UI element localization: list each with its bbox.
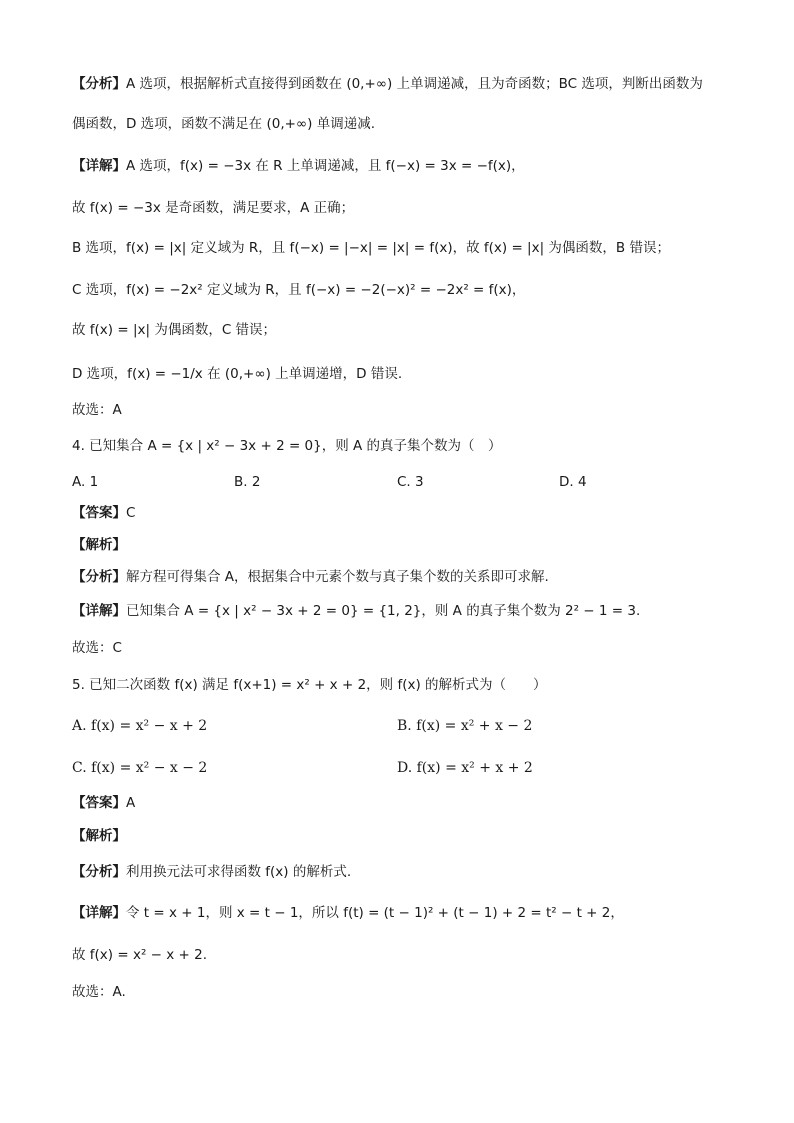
q5-option-a: A. f(x) = x² − x + 2 <box>72 718 208 734</box>
detail-line <box>72 601 640 621</box>
section-tag: 【详解】 <box>72 603 126 619</box>
q4-option-b: B. 2 <box>234 474 261 490</box>
section-tag: 【分析】 <box>72 76 126 92</box>
section-tag: 【答案】 <box>72 505 126 521</box>
line-text: D 选项，f(x) = −1/x 在 (0,+∞) 上单调递增，D 错误. <box>72 366 403 382</box>
q4-option-d: D. 4 <box>559 474 587 490</box>
text-line <box>72 945 207 965</box>
question-4 <box>72 436 502 456</box>
text-line <box>72 280 525 300</box>
text-line <box>72 198 354 218</box>
detail-line <box>72 903 624 923</box>
text-line <box>72 320 276 340</box>
answer-line <box>72 793 135 813</box>
line-text: 解方程可得集合 A，根据集合中元素个数与真子集个数的关系即可求解. <box>126 569 549 585</box>
detail-line <box>72 156 525 176</box>
answer-line <box>72 503 135 523</box>
text-line <box>72 982 126 1002</box>
text-line <box>72 238 670 258</box>
q5-option-b: B. f(x) = x² + x − 2 <box>397 718 533 734</box>
line-text: A 选项，f(x) = −3x 在 R 上单调递减，且 f(−x) = 3x = −f(x)， <box>126 158 525 174</box>
q4-option-a: A. 1 <box>72 474 99 490</box>
line-text: 偶函数，D 选项，函数不满足在 (0,+∞) 单调递减. <box>72 116 376 132</box>
text-line <box>72 114 375 134</box>
line-text: 故选：A. <box>72 984 126 1000</box>
line-text: 故 f(x) = |x| 为偶函数，C 错误； <box>72 322 277 338</box>
analysis-line <box>72 74 703 94</box>
section-tag: 【分析】 <box>72 864 126 880</box>
section-tag: 【分析】 <box>72 569 126 585</box>
explain-line <box>72 535 126 555</box>
text-line <box>72 364 402 384</box>
question-5 <box>72 675 547 695</box>
line-text: 利用换元法可求得函数 f(x) 的解析式. <box>126 864 352 880</box>
section-tag: 【详解】 <box>72 158 126 174</box>
q5-option-d: D. f(x) = x² + x + 2 <box>397 760 533 776</box>
line-text: A 选项，根据解析式直接得到函数在 (0,+∞) 上单调递减，且为奇函数；BC 选项，判断出函数为 <box>126 76 703 92</box>
section-tag: 【解析】 <box>72 537 126 553</box>
line-text: 5. 已知二次函数 f(x) 满足 f(x+1) = x² + x + 2，则 f(x) 的解析式为（ ） <box>72 677 547 693</box>
analysis-line <box>72 567 549 587</box>
line-text: 故 f(x) = x² − x + 2. <box>72 947 208 963</box>
line-text: 故选：A <box>72 402 122 418</box>
line-text: 故 f(x) = −3x 是奇函数，满足要求，A 正确； <box>72 200 355 216</box>
text-line <box>72 400 122 420</box>
explain-line <box>72 826 126 846</box>
line-text: 4. 已知集合 A = {x | x² − 3x + 2 = 0}，则 A 的真子集个数为（ ） <box>72 438 502 454</box>
line-text: C <box>126 505 136 521</box>
section-tag: 【详解】 <box>72 905 126 921</box>
q5-option-c: C. f(x) = x² − x − 2 <box>72 760 208 776</box>
line-text: 已知集合 A = {x | x² − 3x + 2 = 0} = {1, 2}，则 A 的真子集个数为 2² − 1 = 3. <box>126 603 641 619</box>
analysis-line <box>72 862 351 882</box>
line-text: 令 t = x + 1，则 x = t − 1，所以 f(t) = (t − 1)² + (t − 1) + 2 = t² − t + 2， <box>126 905 624 921</box>
line-text: 故选：C <box>72 640 122 656</box>
text-line <box>72 638 122 658</box>
line-text: C 选项，f(x) = −2x² 定义域为 R，且 f(−x) = −2(−x)² = −2x² = f(x)， <box>72 282 526 298</box>
q4-option-c: C. 3 <box>397 474 424 490</box>
section-tag: 【答案】 <box>72 795 126 811</box>
line-text: B 选项，f(x) = |x| 定义域为 R，且 f(−x) = |−x| = |x| = f(x)，故 f(x) = |x| 为偶函数，B 错误； <box>72 240 670 256</box>
section-tag: 【解析】 <box>72 828 126 844</box>
line-text: A <box>126 795 136 811</box>
